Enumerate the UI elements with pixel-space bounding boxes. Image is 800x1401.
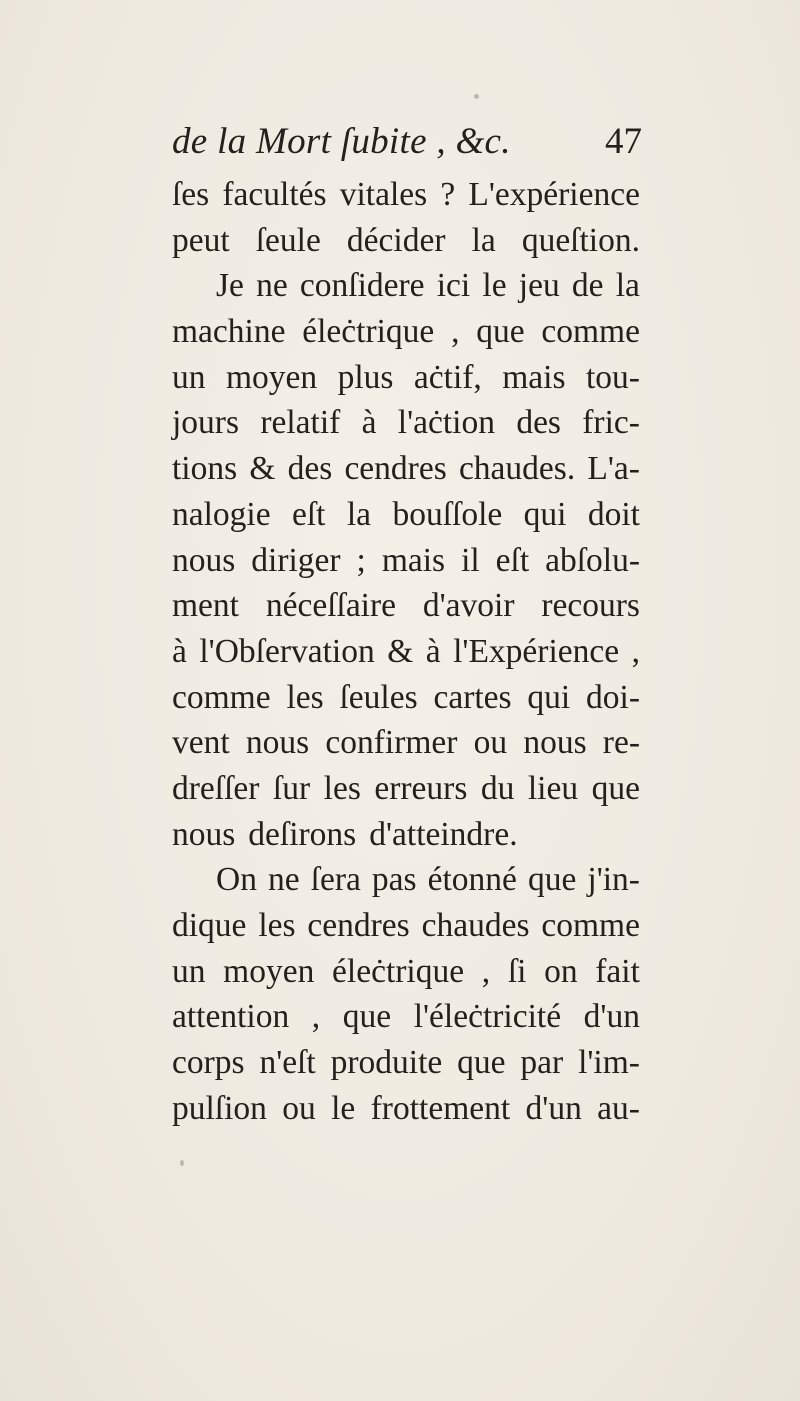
text-line: On ne ſera pas étonné que j'in- [216, 861, 640, 899]
text-line: peut ſeule décider la queſtion. [172, 221, 640, 259]
text-line: ment néceſſaire d'avoir recours [172, 587, 640, 625]
text-line: tions & des cendres chaudes. L'a- [172, 450, 640, 488]
page-number: 47 [605, 121, 642, 162]
text-line: nalogie eſt la bouſſole qui doit [172, 495, 640, 533]
text-line: vent nous confirmer ou nous re- [172, 724, 640, 762]
text-line: Je ne conſidere ici le jeu de la [216, 267, 640, 305]
text-line: ſes facultés vitales ? L'expérience [172, 176, 640, 213]
page-header [172, 120, 642, 180]
text-line: dreſſer ſur les erreurs du lieu que [172, 769, 640, 807]
paper-speck [180, 1160, 184, 1166]
paper-speck [474, 94, 479, 99]
body-text [172, 172, 640, 1131]
text-line: pulſion ou le frottement d'un au- [172, 1089, 640, 1127]
text-line: jours relatif à l'aċtion des fric- [172, 404, 640, 442]
running-title: de la Mort ſubite , &c. [172, 121, 511, 162]
text-line: attention , que l'éleċtricité d'un [172, 998, 640, 1036]
text-line: machine éleċtrique , que comme [172, 313, 640, 351]
text-line: corps n'eſt produite que par l'im- [172, 1044, 640, 1082]
text-line: un moyen plus aċtif, mais tou- [172, 358, 640, 396]
text-line: un moyen éleċtrique , ſi on fait [172, 952, 640, 990]
text-line: nous diriger ; mais il eſt abſolu- [172, 541, 640, 579]
text-line: nous deſirons d'atteindre. [172, 815, 518, 853]
text-line: à l'Obſervation & à l'Expérience , [172, 632, 640, 670]
text-line: dique les cendres chaudes comme [172, 907, 640, 944]
text-line: comme les ſeules cartes qui doi- [172, 678, 640, 716]
